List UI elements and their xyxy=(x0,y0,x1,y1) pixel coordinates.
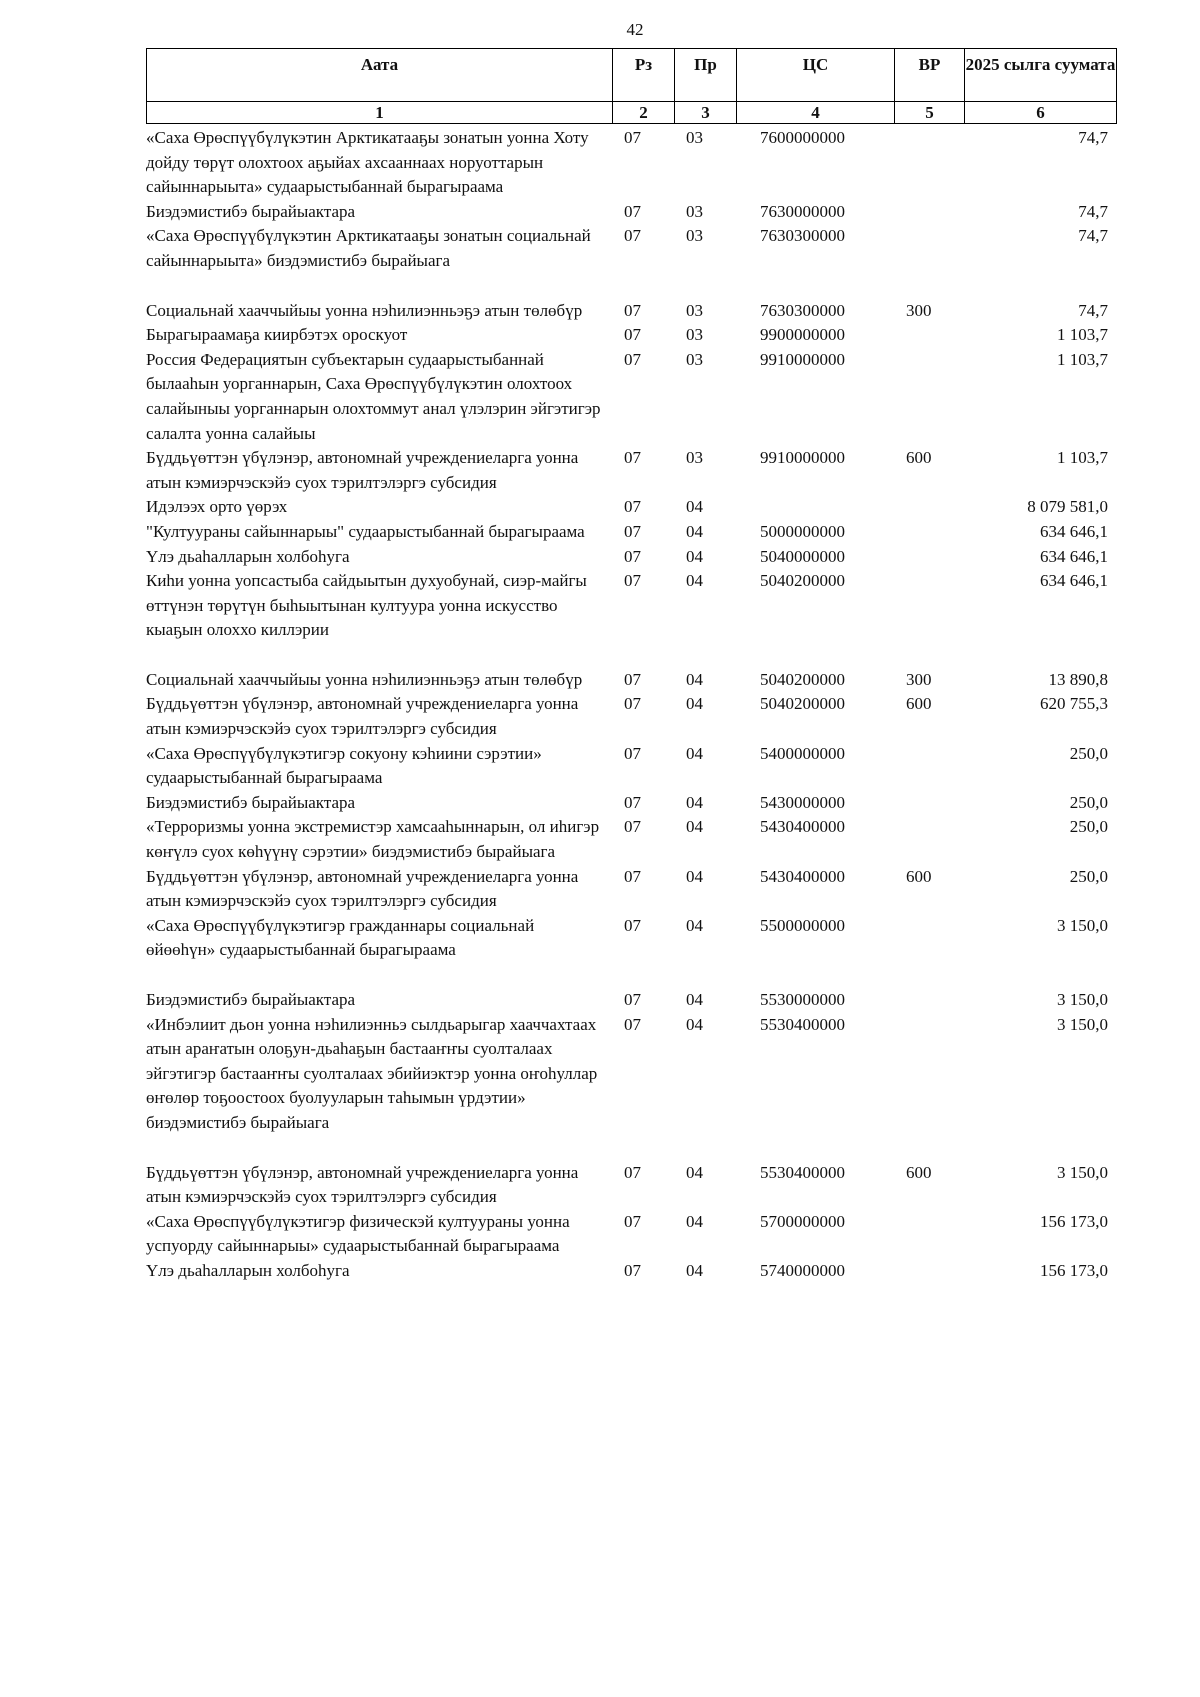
row-cs: 5530400000 xyxy=(760,1162,845,1182)
header-cs: ЦС xyxy=(737,49,895,102)
row-vr xyxy=(894,126,964,200)
row-sum: 1 103,7 xyxy=(1057,325,1108,345)
row-name: Бүддьүөттэн үбүлэнэр, автономнай учреждениеларга уонна атын кэмиэрчэскэйэ суох тэрилтэлэргэ субсидия xyxy=(146,694,579,739)
row-name: Бырагыраамаҕа киирбэтэх ороскуот xyxy=(146,325,408,345)
row-pr: 03 xyxy=(686,349,703,369)
row-rz: 07 xyxy=(624,325,641,345)
row-name: Бүддьүөттэн үбүлэнэр, автономнай учреждениеларга уонна атын кэмиэрчэскэйэ суох тэрилтэлэргэ субсидия xyxy=(146,866,579,911)
row-cs: 5040200000 xyxy=(760,571,845,591)
row-sum: 634 646,1 xyxy=(1040,521,1108,541)
row-vr xyxy=(894,791,964,816)
row-vr xyxy=(894,495,964,520)
header-rz: Рз xyxy=(613,49,675,102)
row-name: «Саха Өрөспүүбүлүкэтигэр физическэй култуураны уонна успуорду сайыннарыы» судаарыстыбаннай бырагыраама xyxy=(146,1211,570,1256)
row-name: «Терроризмы уонна экстремистэр хамсааһыннарын, ол иһигэр көҥүлэ суох көһүүнү сэрэтии» биэдэмистибэ бырайыага xyxy=(146,817,600,862)
row-vr xyxy=(894,520,964,545)
row-rz: 07 xyxy=(624,792,641,812)
row-pr: 04 xyxy=(686,669,703,689)
row-cs: 9910000000 xyxy=(760,349,845,369)
table-row xyxy=(146,815,1126,864)
row-name: «Саха Өрөспүүбүлүкэтин Арктикатааҕы зонатын социальнай сайыннарыыта» биэдэмистибэ бырайыага xyxy=(146,226,591,270)
row-pr: 04 xyxy=(686,694,703,714)
row-rz: 07 xyxy=(624,448,641,468)
row-rz: 07 xyxy=(624,817,641,837)
header-num-4: 4 xyxy=(737,102,895,124)
row-name: Биэдэмистибэ бырайыактара xyxy=(146,792,356,812)
row-pr: 04 xyxy=(686,743,703,763)
row-pr: 04 xyxy=(686,990,703,1009)
row-vr xyxy=(894,742,964,791)
row-cs: 5040200000 xyxy=(760,669,845,689)
row-cs: 5040200000 xyxy=(760,694,845,714)
table-row xyxy=(146,1259,1126,1284)
row-name: Бүддьүөттэн үбүлэнэр, автономнай учреждениеларга уонна атын кэмиэрчэскэйэ суох тэрилтэлэргэ субсидия xyxy=(146,1162,579,1207)
row-vr xyxy=(894,224,964,273)
row-vr xyxy=(894,200,964,225)
row-sum: 74,7 xyxy=(1078,128,1108,147)
row-cs: 5430400000 xyxy=(760,866,845,886)
row-vr: 300 xyxy=(906,300,932,320)
row-rz: 07 xyxy=(624,990,641,1009)
header-num-2: 2 xyxy=(613,102,675,124)
table-row xyxy=(146,323,1126,348)
row-pr: 04 xyxy=(686,792,703,812)
row-rz: 07 xyxy=(624,128,641,147)
row-name: Социальнай хааччыйыы уонна нэһилиэнньэҕэ атын төлөбүр xyxy=(146,669,583,689)
table-header xyxy=(146,48,1117,124)
page-number: 42 xyxy=(626,20,644,39)
table-row xyxy=(146,126,1126,200)
row-pr: 03 xyxy=(686,226,703,246)
row-pr: 03 xyxy=(686,325,703,345)
row-sum: 3 150,0 xyxy=(1057,1162,1108,1182)
row-sum: 156 173,0 xyxy=(1040,1260,1108,1280)
row-cs: 5000000000 xyxy=(760,521,845,541)
row-sum: 3 150,0 xyxy=(1057,1014,1108,1034)
row-pr: 04 xyxy=(686,1162,703,1182)
row-rz: 07 xyxy=(624,1211,641,1231)
row-cs: 5700000000 xyxy=(760,1211,845,1231)
row-sum: 620 755,3 xyxy=(1040,694,1108,714)
header-num-6: 6 xyxy=(965,102,1117,124)
header-pr: Пр xyxy=(675,49,737,102)
header-num-3: 3 xyxy=(675,102,737,124)
row-rz: 07 xyxy=(624,201,641,221)
row-sum: 1 103,7 xyxy=(1057,349,1108,369)
table-row xyxy=(146,569,1126,643)
row-rz: 07 xyxy=(624,521,641,541)
row-cs: 7630000000 xyxy=(760,201,845,221)
row-sum: 3 150,0 xyxy=(1057,990,1108,1009)
row-name: Киһи уонна уопсастыба сайдыытын духуобунай, сиэр-майгы өттүнэн төрүтүн быһыытынан култуура уонна искусство кыаҕын олоххо киллэрии xyxy=(146,571,587,640)
row-vr: 600 xyxy=(906,448,932,468)
header-num-5: 5 xyxy=(895,102,965,124)
row-rz: 07 xyxy=(624,1260,641,1280)
row-pr: 04 xyxy=(686,546,703,566)
row-rz: 07 xyxy=(624,694,641,714)
row-cs: 5530400000 xyxy=(760,1014,845,1034)
table-row xyxy=(146,545,1126,570)
header-name: Аата xyxy=(147,49,613,102)
row-pr: 04 xyxy=(686,521,703,541)
table-row xyxy=(146,914,1126,963)
row-sum: 250,0 xyxy=(1069,866,1108,886)
row-sum: 1 103,7 xyxy=(1057,448,1108,468)
row-cs: 9910000000 xyxy=(760,448,845,468)
table-row xyxy=(146,742,1126,791)
row-pr: 04 xyxy=(686,1260,703,1280)
row-vr: 600 xyxy=(906,866,932,886)
row-pr: 04 xyxy=(686,866,703,886)
table-row xyxy=(146,1161,1126,1210)
row-rz: 07 xyxy=(624,1162,641,1182)
row-pr: 04 xyxy=(686,571,703,591)
header-vr: ВР xyxy=(895,49,965,102)
row-pr: 03 xyxy=(686,448,703,468)
row-rz: 07 xyxy=(624,669,641,689)
row-cs: 7630300000 xyxy=(760,226,845,246)
row-sum: 156 173,0 xyxy=(1040,1211,1108,1231)
row-cs: 5400000000 xyxy=(760,743,845,763)
row-name: Социальнай хааччыйыы уонна нэһилиэнньэҕэ атын төлөбүр xyxy=(146,300,583,320)
row-rz: 07 xyxy=(624,743,641,763)
row-cs xyxy=(736,495,894,520)
table-row xyxy=(146,520,1126,545)
row-name: «Инбэлиит дьон уонна нэһилиэнньэ сылдьарыгар хааччахтаах атын араҥатын олоҕун-дьаһаҕын бастааҥҥы суолталаах эйгэтигэр бастааҥҥы суолталаах эбийиэктэр уонна оҥоһуллар өҥөлөр тоҕоостоох буолууларын таһымын үрдэтии» биэдэмистибэ бырайыага xyxy=(146,1014,598,1132)
row-vr xyxy=(894,348,964,446)
row-vr xyxy=(894,569,964,643)
table-row xyxy=(146,299,1126,324)
row-name: Россия Федерациятын субъектарын судаарыстыбаннай былааһын уорганнарын, Саха Өрөспүүбүлүкэтин олохтоох салайыныы уорганнарын олохтоммут анал үлэлэрин эйгэтигэр салалта уонна салайыы xyxy=(146,349,601,443)
row-pr: 04 xyxy=(686,915,703,935)
row-pr: 03 xyxy=(686,128,703,147)
table-row xyxy=(146,668,1126,693)
row-sum: 13 890,8 xyxy=(1048,669,1108,689)
row-vr: 300 xyxy=(906,669,932,689)
row-name: Бүддьүөттэн үбүлэнэр, автономнай учреждениеларга уонна атын кэмиэрчэскэйэ суох тэрилтэлэргэ субсидия xyxy=(146,448,579,492)
table-row xyxy=(146,1013,1126,1136)
row-sum: 634 646,1 xyxy=(1040,546,1108,566)
row-vr xyxy=(894,323,964,348)
row-sum: 3 150,0 xyxy=(1057,915,1108,935)
table-row xyxy=(146,348,1126,446)
row-pr: 04 xyxy=(686,1014,703,1034)
row-name: «Саха Өрөспүүбүлүкэтигэр сокуону кэһиини сэрэтии» судаарыстыбаннай бырагыраама xyxy=(146,743,542,788)
row-vr xyxy=(894,1013,964,1136)
row-rz: 07 xyxy=(624,497,641,517)
table-row xyxy=(146,865,1126,914)
row-sum: 250,0 xyxy=(1069,792,1108,812)
table-row xyxy=(146,495,1126,520)
row-cs: 5430000000 xyxy=(760,792,845,812)
row-vr xyxy=(894,1259,964,1284)
row-name: Биэдэмистибэ бырайыактара xyxy=(146,201,356,221)
row-rz: 07 xyxy=(624,1014,641,1034)
row-vr xyxy=(894,914,964,963)
row-cs: 9900000000 xyxy=(760,325,845,345)
row-sum: 74,7 xyxy=(1078,201,1108,221)
header-num-1: 1 xyxy=(147,102,613,124)
row-name: «Саха Өрөспүүбүлүкэтин Арктикатааҕы зонатын уонна Хоту дойду төрүт олохтоох аҕыйах ахсааннаах норуоттарын сайыннарыыта» судаарыстыбаннай бырагыраама xyxy=(146,128,589,197)
table-body xyxy=(146,126,1126,1284)
row-sum: 74,7 xyxy=(1078,300,1108,320)
row-rz: 07 xyxy=(624,300,641,320)
row-name: Идэлээх орто үөрэх xyxy=(146,497,288,517)
row-pr: 04 xyxy=(686,817,703,837)
row-rz: 07 xyxy=(624,226,641,246)
row-sum: 250,0 xyxy=(1069,817,1108,837)
row-cs: 5500000000 xyxy=(760,915,845,935)
row-vr xyxy=(894,545,964,570)
row-cs: 5530000000 xyxy=(760,990,845,1009)
row-name: Үлэ дьаһалларын холбоһуга xyxy=(146,546,350,566)
row-name: «Саха Өрөспүүбүлүкэтигэр гражданнары социальнай өйөөһүн» судаарыстыбаннай бырагыраама xyxy=(146,915,535,960)
header-sum: 2025 сылга суумата xyxy=(965,49,1117,102)
row-rz: 07 xyxy=(624,915,641,935)
row-name: Биэдэмистибэ бырайыактара xyxy=(146,990,356,1009)
row-sum: 250,0 xyxy=(1069,743,1108,763)
row-name: Үлэ дьаһалларын холбоһуга xyxy=(146,1260,350,1280)
row-rz: 07 xyxy=(624,571,641,591)
row-sum: 634 646,1 xyxy=(1040,571,1108,591)
row-vr xyxy=(894,988,964,1013)
table-row xyxy=(146,1210,1126,1259)
table-row xyxy=(146,224,1126,273)
table-row xyxy=(146,200,1126,225)
row-vr xyxy=(894,1210,964,1259)
row-cs: 7600000000 xyxy=(760,128,845,147)
row-sum: 8 079 581,0 xyxy=(1027,497,1108,517)
row-name: "Култуураны сайыннарыы" судаарыстыбаннай бырагыраама xyxy=(146,521,585,541)
row-cs: 5430400000 xyxy=(760,817,845,837)
table-row xyxy=(146,446,1126,495)
row-vr: 600 xyxy=(906,1162,932,1182)
row-rz: 07 xyxy=(624,546,641,566)
row-vr xyxy=(894,815,964,864)
row-pr: 04 xyxy=(686,1211,703,1231)
row-sum: 74,7 xyxy=(1078,226,1108,246)
row-vr: 600 xyxy=(906,694,932,714)
row-pr: 03 xyxy=(686,300,703,320)
row-cs: 5040000000 xyxy=(760,546,845,566)
row-rz: 07 xyxy=(624,866,641,886)
table-row xyxy=(146,988,1126,1013)
table-row xyxy=(146,791,1126,816)
row-cs: 5740000000 xyxy=(760,1260,845,1280)
row-pr: 04 xyxy=(686,497,703,517)
row-pr: 03 xyxy=(686,201,703,221)
row-rz: 07 xyxy=(624,349,641,369)
table-row xyxy=(146,692,1126,741)
row-cs: 7630300000 xyxy=(760,300,845,320)
